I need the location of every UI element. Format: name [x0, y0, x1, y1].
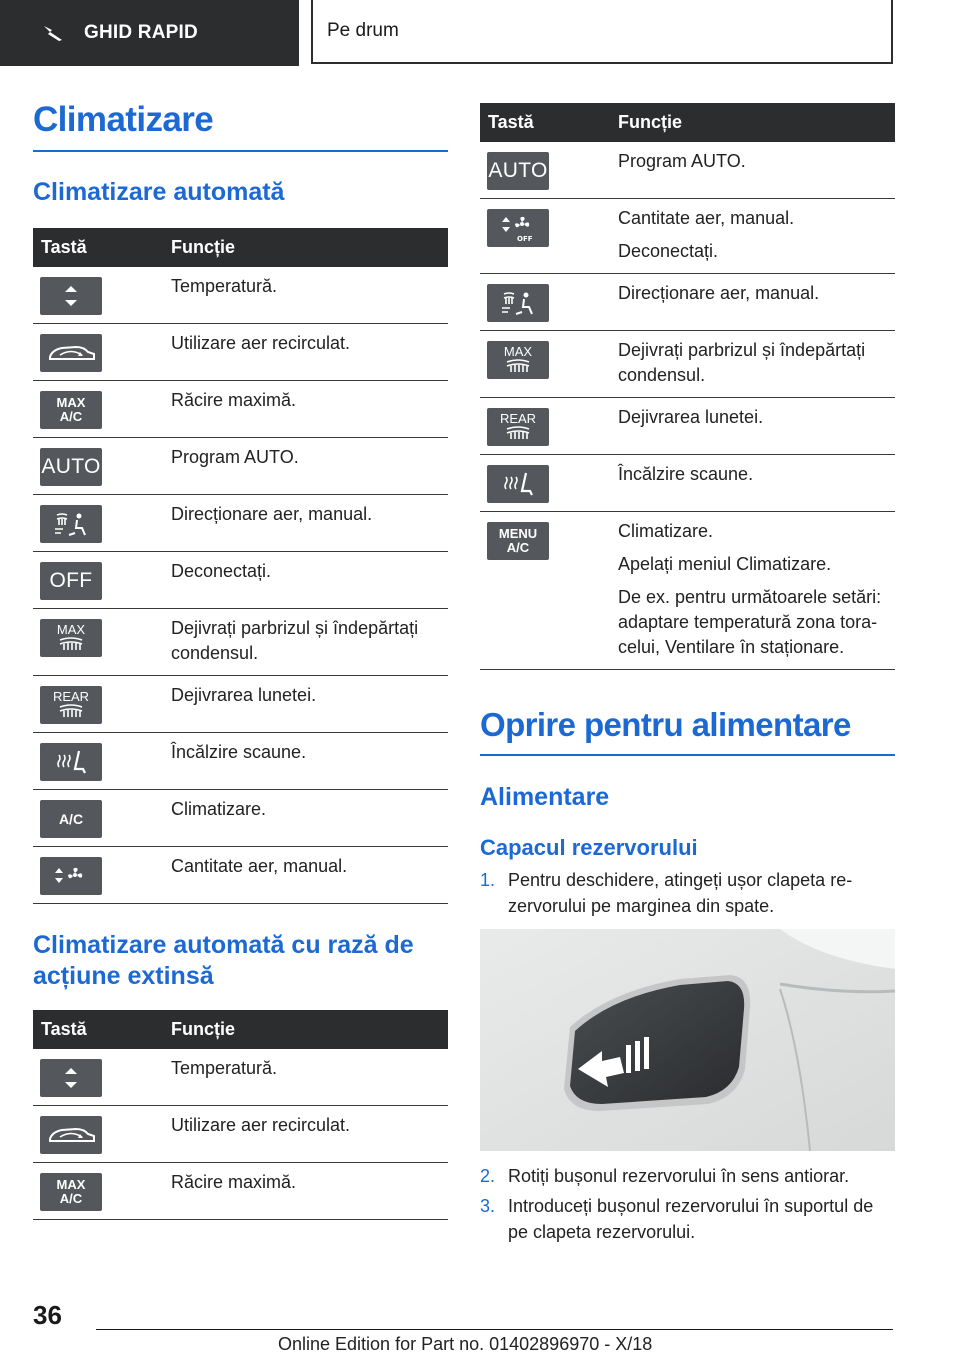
table-row [33, 438, 448, 495]
function-cell [618, 398, 895, 455]
function-cell [171, 267, 448, 324]
function-cell [618, 455, 895, 512]
function-text: Dejivrarea lunetei. [618, 407, 764, 427]
function-cell [618, 199, 895, 274]
seat-heating-icon [40, 743, 102, 781]
column-header-function: Funcție [618, 103, 895, 142]
table-row [33, 790, 448, 847]
fan-speed-icon [40, 857, 102, 895]
key-cell [33, 847, 171, 904]
function-cell [171, 847, 448, 904]
max-defrost-icon: MAX [40, 619, 102, 657]
top-bar [0, 0, 960, 66]
key-cell [33, 676, 171, 733]
step-text: Introduceți bușonul rezervorului în suportul de pe clapeta rezervorului. [508, 1196, 874, 1242]
fan-off-icon [487, 209, 549, 247]
function-text: Program AUTO. [618, 151, 746, 171]
air-direction-icon [40, 505, 102, 543]
air-direction-icon [487, 284, 549, 322]
max-defrost-icon: MAX [487, 341, 549, 379]
function-text: Dejivrați parbrizul și îndepărtați condensul. [171, 618, 419, 663]
table-row [33, 324, 448, 381]
table-row [33, 495, 448, 552]
key-cell [480, 512, 618, 670]
column-header-key: Tastă [480, 103, 618, 142]
function-text: Climatizare. [171, 799, 267, 819]
table-row [480, 331, 895, 398]
key-cell [33, 733, 171, 790]
section-title-automatic-climate: Climatizare automată [33, 178, 285, 206]
function-text: Răcire maximă. [171, 390, 297, 410]
max-ac-button: MAX A/C [40, 391, 102, 429]
function-cell [618, 274, 895, 331]
step-number: 1. [480, 870, 496, 890]
table-row [33, 381, 448, 438]
function-text: Încălzire scaune. [171, 742, 307, 762]
function-cell [171, 438, 448, 495]
function-text: Cantitate aer, manual. [171, 856, 348, 876]
function-cell [171, 552, 448, 609]
function-text: Apelați meniul Climatizare. [618, 554, 832, 574]
auto-button: AUTO [487, 152, 549, 190]
max-ac-button: MAX A/C [40, 1173, 102, 1211]
key-cell [33, 1163, 171, 1220]
key-cell [480, 331, 618, 398]
rear-defrost-icon: REAR [40, 686, 102, 724]
function-text: Dejivrați parbrizul și îndepărtați condensul. [618, 340, 866, 385]
function-text: Cantitate aer, manual. [618, 208, 795, 228]
function-text: Climatizare. [618, 521, 714, 541]
function-text: Răcire maximă. [171, 1172, 297, 1192]
table-row [33, 676, 448, 733]
temperature-arrows-icon [40, 277, 102, 315]
function-cell [618, 142, 895, 199]
function-cell [171, 790, 448, 847]
page-number: 36 [33, 1300, 62, 1330]
key-cell [33, 438, 171, 495]
step-number: 2. [480, 1166, 496, 1186]
key-cell [33, 790, 171, 847]
function-cell [171, 324, 448, 381]
steps-list-part-2 [480, 1163, 895, 1245]
climate-keys-table [33, 228, 448, 904]
section-title-refuel: Oprire pentru alimentare [480, 706, 895, 756]
section-tab[interactable] [0, 0, 299, 66]
table-row [480, 142, 895, 199]
menu-ac-button: MENU A/C [487, 522, 549, 560]
temperature-arrows-icon [40, 1059, 102, 1097]
key-cell [480, 398, 618, 455]
table-row [480, 398, 895, 455]
left-column [33, 100, 448, 1220]
svg-text:OFF: OFF [517, 235, 533, 243]
quick-guide-icon [42, 22, 64, 44]
key-cell [33, 381, 171, 438]
function-text: De ex. pentru următoarele setări: adaptare temperatură zona toracelui, Ventilare în staționare. [618, 587, 882, 657]
table-row [33, 267, 448, 324]
key-cell [480, 142, 618, 199]
right-column [480, 103, 895, 1249]
table-row [33, 609, 448, 676]
step-text: Rotiți bușonul rezervorului în sens antiorar. [508, 1166, 850, 1186]
function-cell [171, 609, 448, 676]
function-text: Utilizare aer recirculat. [171, 1115, 351, 1135]
function-text: Temperatură. [171, 276, 278, 296]
function-text: Direcționare aer, manual. [618, 283, 820, 303]
footer-edition: Online Edition for Part no. 01402896970 - X/18 [278, 1334, 653, 1354]
step-item [480, 867, 895, 919]
function-cell [618, 512, 895, 670]
table-row [33, 733, 448, 790]
function-cell [171, 381, 448, 438]
function-text: Temperatură. [171, 1058, 278, 1078]
column-header-function: Funcție [171, 1010, 448, 1049]
section-tab-label: GHID RAPID [84, 22, 198, 43]
table-row [33, 847, 448, 904]
rear-defrost-icon: REAR [487, 408, 549, 446]
function-cell [171, 676, 448, 733]
table-row [33, 1163, 448, 1220]
function-text: Încălzire scaune. [618, 464, 754, 484]
function-cell [171, 1106, 448, 1163]
table-row [33, 1049, 448, 1106]
table-row [480, 199, 895, 274]
subsubsection-title-fuel-cap: Capacul rezervorului [480, 835, 698, 860]
footer-divider [96, 1329, 893, 1330]
table-row [480, 455, 895, 512]
function-text: Program AUTO. [171, 447, 299, 467]
function-cell [171, 495, 448, 552]
ac-button: A/C [40, 800, 102, 838]
key-cell [33, 324, 171, 381]
chapter-tab-label: Pe drum [327, 20, 399, 41]
seat-heating-icon [487, 465, 549, 503]
climate-keys-table-continued [480, 103, 895, 670]
key-cell [33, 1106, 171, 1163]
air-recirculation-car-icon [40, 1116, 102, 1154]
step-item [480, 1193, 895, 1245]
table-row [480, 274, 895, 331]
key-cell [33, 495, 171, 552]
key-cell [33, 1049, 171, 1106]
function-text: Dejivrarea lunetei. [171, 685, 317, 705]
function-text: Deconectați. [171, 561, 272, 581]
function-cell [171, 733, 448, 790]
fuel-flap-photo [480, 929, 895, 1151]
column-header-key: Tastă [33, 1010, 171, 1049]
key-cell [480, 455, 618, 512]
table-row [33, 1106, 448, 1163]
section-title-extended-climate: Climatizare automată cu rază de acțiune extinsă [33, 931, 414, 990]
subsection-title-refueling: Alimentare [480, 783, 610, 811]
air-recirculation-car-icon [40, 334, 102, 372]
steps-list-part-1 [480, 867, 895, 919]
function-cell [171, 1049, 448, 1106]
step-text: Pentru deschidere, atingeți ușor clapeta rezervorului pe marginea din spate. [508, 870, 853, 916]
page-title: Climatizare [33, 100, 448, 152]
table-row [33, 552, 448, 609]
function-text: Direcționare aer, manual. [171, 504, 373, 524]
step-item [480, 1163, 895, 1189]
key-cell [33, 552, 171, 609]
step-number: 3. [480, 1196, 496, 1216]
function-text: Deconectați. [618, 241, 719, 261]
chapter-tab[interactable] [311, 0, 893, 64]
function-cell [171, 1163, 448, 1220]
off-button: OFF [40, 562, 102, 600]
column-header-function: Funcție [171, 228, 448, 267]
table-row [480, 512, 895, 670]
function-text: Utilizare aer recirculat. [171, 333, 351, 353]
key-cell [33, 267, 171, 324]
function-cell [618, 331, 895, 398]
key-cell [480, 199, 618, 274]
key-cell [480, 274, 618, 331]
extended-climate-keys-table [33, 1010, 448, 1220]
column-header-key: Tastă [33, 228, 171, 267]
key-cell [33, 609, 171, 676]
auto-button: AUTO [40, 448, 102, 486]
